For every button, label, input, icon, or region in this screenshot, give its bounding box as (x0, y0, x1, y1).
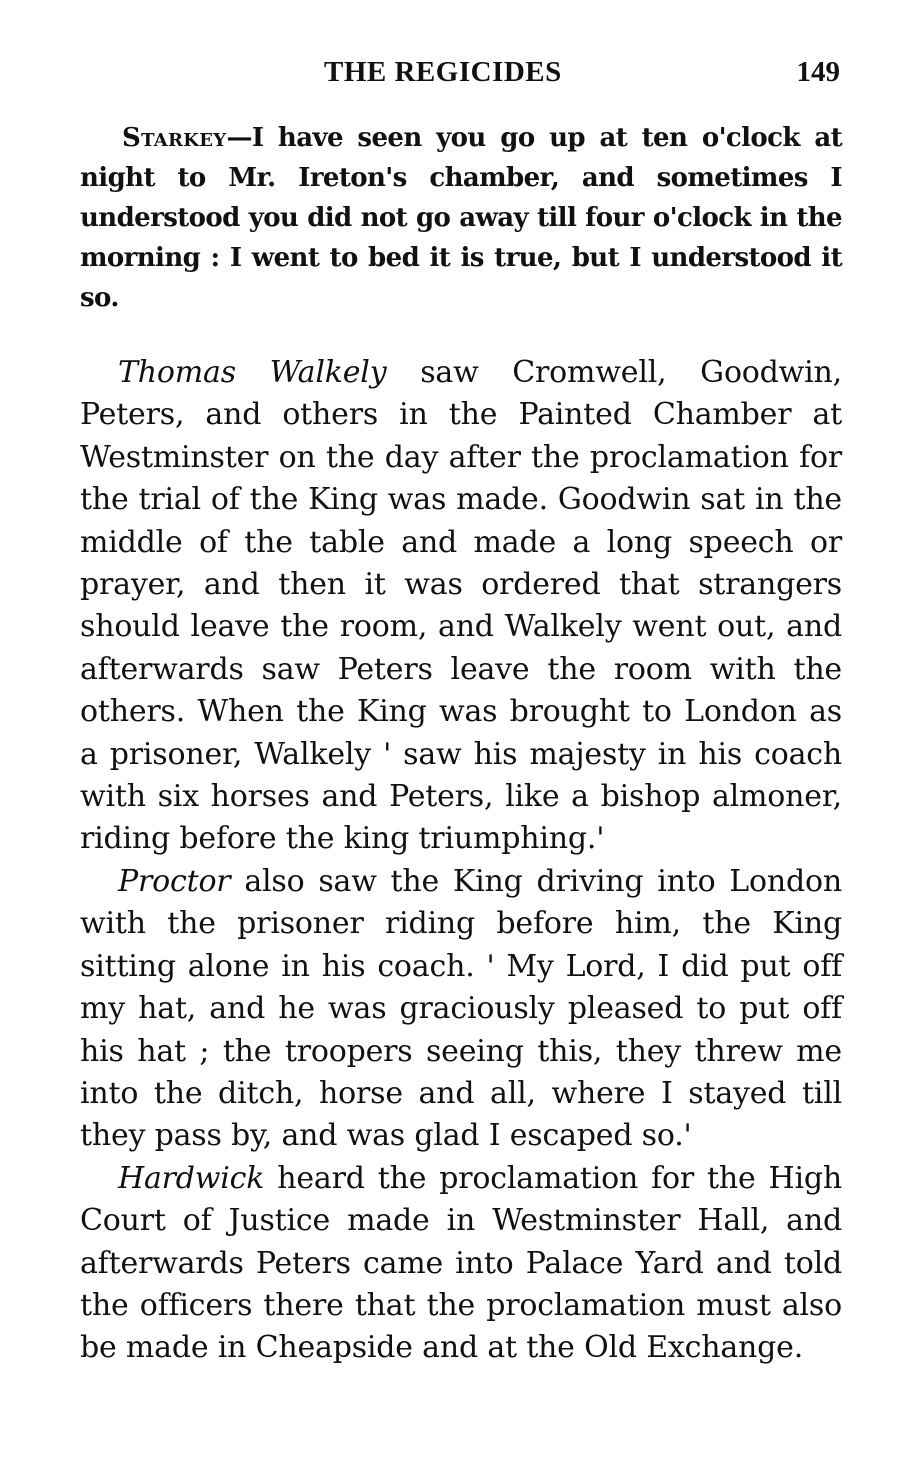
paragraph-hardwick (80, 1158, 842, 1370)
paragraph-text: heard the proclamation for the High Court of Justice made in Westminster Hall, and afterwards Peters came into Palace Yard and told the officers there that the proclamation must also be made in Cheapside and at the Old Exchange. (80, 1160, 842, 1366)
running-head (80, 52, 842, 100)
speaker-name: Starkey (122, 123, 227, 153)
testimony-extract (80, 118, 842, 318)
page-number: 149 (796, 56, 840, 88)
book-page (80, 52, 842, 1370)
witness-name: Proctor (118, 863, 231, 899)
witness-name: Hardwick (118, 1160, 265, 1196)
witness-name: Thomas Walkely (118, 355, 387, 390)
paragraph-text: also saw the King driving into London with the prisoner riding before him, the King sitting alone in his coach. ' My Lord, I did put off my hat, and he was graciously pleased to put off his hat ; the troopers seeing this, they threw me into the ditch, horse and all, where I stayed till they pass by, and was glad I escaped so.' (80, 863, 842, 1154)
paragraph-text: saw Cromwell, Goodwin, Peters, and others in the Painted Chamber at Westminster on the day after the proclamation for the trial of the King was made. Goodwin sat in the middle of the table and made a long speech or prayer, and then it was ordered that strangers should leave the room, and Walkely went out, and afterwards saw Peters leave the room with the others. When the King was brought to London as a prisoner, Walkely ' saw his majesty in his coach with six horses and Peters, like a bishop almoner, riding before the king triumphing.' (80, 355, 843, 857)
running-title: THE REGICIDES (324, 56, 562, 88)
paragraph-walkely (80, 352, 842, 861)
paragraph-proctor (80, 861, 842, 1158)
testimony-text: —I have seen you go up at ten o'clock at night to Mr. Ireton's chamber, and sometimes I understood you did not go away till four o'clock in the morning : I went to bed it is true, but I understood it so. (80, 123, 842, 313)
